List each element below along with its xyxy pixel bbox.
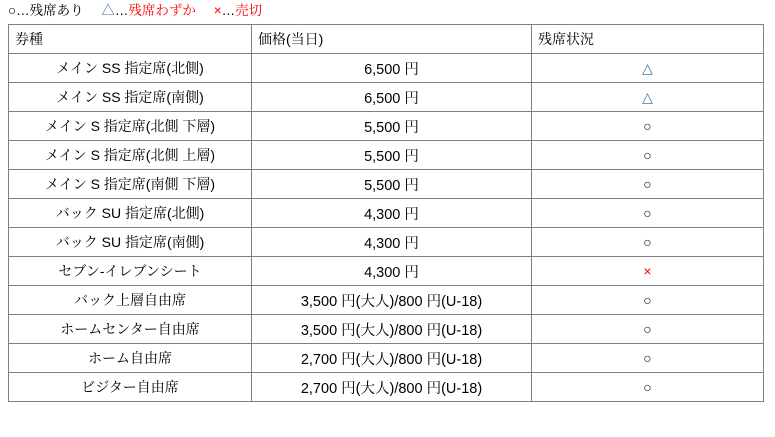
cell-ticket-type: バック SU 指定席(北側)	[9, 199, 252, 228]
triangle-icon: △	[101, 3, 115, 18]
cell-ticket-type: バック上層自由席	[9, 286, 252, 315]
cell-price: 2,700 円(大人)/800 円(U-18)	[252, 373, 532, 402]
cell-price: 5,500 円	[252, 170, 532, 199]
cell-ticket-type: メイン SS 指定席(南側)	[9, 83, 252, 112]
cell-price: 3,500 円(大人)/800 円(U-18)	[252, 286, 532, 315]
cell-price: 6,500 円	[252, 54, 532, 83]
circle-icon: ○	[8, 3, 17, 18]
column-header-availability: 残席状況	[532, 25, 764, 54]
cell-availability: ○	[532, 141, 764, 170]
table-row	[9, 170, 764, 199]
cell-ticket-type: メイン S 指定席(南側 下層)	[9, 170, 252, 199]
cell-availability: ○	[532, 112, 764, 141]
cell-availability: ○	[532, 170, 764, 199]
table-row	[9, 257, 764, 286]
cell-ticket-type: メイン S 指定席(北側 上層)	[9, 141, 252, 170]
cell-availability: ×	[532, 257, 764, 286]
cell-ticket-type: ビジター自由席	[9, 373, 252, 402]
legend-label: 売切	[235, 3, 263, 18]
cell-availability: ○	[532, 286, 764, 315]
column-header-ticket-type: 券種	[9, 25, 252, 54]
table-header-row	[9, 25, 764, 54]
cell-ticket-type: ホームセンター自由席	[9, 315, 252, 344]
table-row	[9, 344, 764, 373]
cell-price: 3,500 円(大人)/800 円(U-18)	[252, 315, 532, 344]
legend-item	[101, 2, 196, 20]
legend-label: 残席あり	[29, 3, 84, 18]
cell-availability: ○	[532, 228, 764, 257]
cell-price: 4,300 円	[252, 199, 532, 228]
cell-ticket-type: メイン SS 指定席(北側)	[9, 54, 252, 83]
legend-item	[214, 2, 262, 20]
cell-price: 5,500 円	[252, 112, 532, 141]
table-row	[9, 83, 764, 112]
seat-availability-legend	[8, 2, 276, 20]
column-header-price: 価格(当日)	[252, 25, 532, 54]
table-row	[9, 141, 764, 170]
cell-availability: ○	[532, 344, 764, 373]
table-row	[9, 54, 764, 83]
table-row	[9, 112, 764, 141]
ticket-price-table	[8, 24, 764, 402]
cell-price: 5,500 円	[252, 141, 532, 170]
cell-price: 4,300 円	[252, 228, 532, 257]
table-row	[9, 228, 764, 257]
cell-ticket-type: メイン S 指定席(北側 下層)	[9, 112, 252, 141]
legend-separator: …	[114, 3, 129, 18]
cell-ticket-type: ホーム自由席	[9, 344, 252, 373]
cell-availability: ○	[532, 315, 764, 344]
legend-label: 残席わずか	[128, 3, 196, 18]
cell-ticket-type: セブン-イレブンシート	[9, 257, 252, 286]
cell-ticket-type: バック SU 指定席(南側)	[9, 228, 252, 257]
cell-availability: ○	[532, 199, 764, 228]
table-row	[9, 373, 764, 402]
legend-separator: …	[221, 3, 236, 18]
cell-availability: △	[532, 83, 764, 112]
legend-item	[8, 2, 84, 20]
cell-price: 6,500 円	[252, 83, 532, 112]
cell-availability: ○	[532, 373, 764, 402]
cell-price: 4,300 円	[252, 257, 532, 286]
table-row	[9, 286, 764, 315]
cross-icon: ×	[213, 3, 222, 18]
cell-availability: △	[532, 54, 764, 83]
table-row	[9, 315, 764, 344]
table-row	[9, 199, 764, 228]
legend-separator: …	[16, 3, 30, 18]
cell-price: 2,700 円(大人)/800 円(U-18)	[252, 344, 532, 373]
